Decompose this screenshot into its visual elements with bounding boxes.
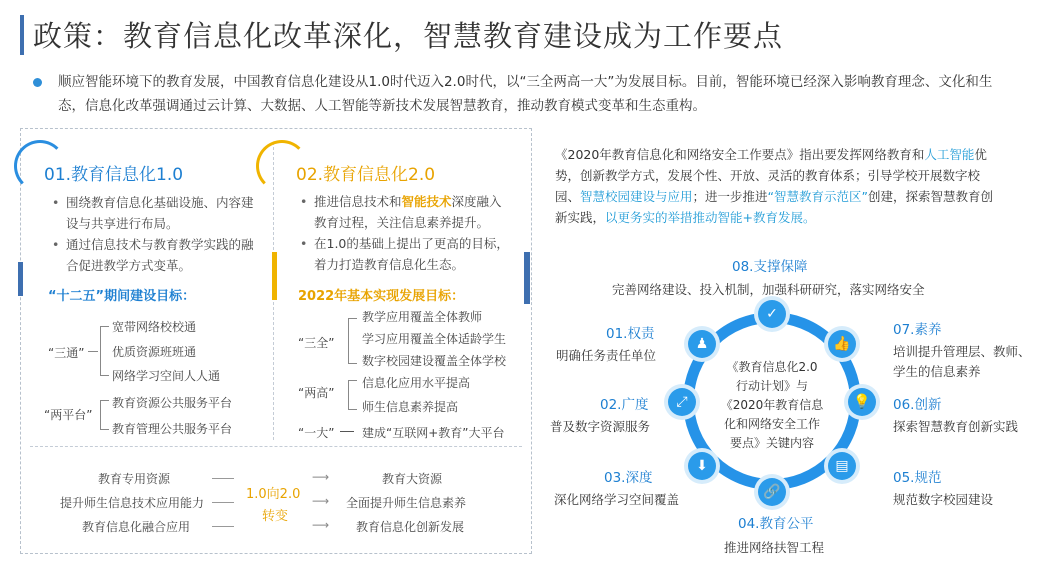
policy-hl-campus: 智慧校园建设与应用 [580, 189, 693, 204]
v2-bullet-1-highlight: 智能技术 [401, 194, 452, 209]
node-05-title: 05.规范 [893, 470, 942, 486]
node-03-title: 03.深度 [604, 470, 653, 486]
left-accent [18, 262, 23, 296]
transition-center-1: 1.0向2.0 [246, 487, 301, 502]
node-01-desc: 明确任务责任单位 [556, 348, 657, 363]
node-06-title: 06.创新 [893, 397, 942, 413]
sanquan-item-3: 数字校园建设覆盖全体学校 [362, 354, 507, 368]
thumb-up-icon: 👍 [828, 330, 856, 358]
node-07-desc: 培训提升管理层、教师、 [893, 344, 1031, 359]
title-accent-bar [20, 15, 24, 55]
santong-item-2: 优质资源班班通 [112, 345, 197, 359]
node-06-desc: 探索智慧教育创新实践 [893, 419, 1019, 434]
lianggao-label: “两高” [298, 386, 335, 400]
santong-item-1: 宽带网络校校通 [112, 320, 197, 334]
v2-heading: 02.教育信息化2.0 [296, 165, 436, 185]
v1-goal-title: “十二五”期间建设目标： [48, 289, 196, 304]
santong-label: “三通” [48, 346, 85, 360]
transition-line-l2 [212, 502, 234, 503]
policy-hl-zone: “智慧教育示范区” [767, 189, 868, 204]
node-02-desc: 普及数字资源服务 [550, 419, 651, 434]
liangpingtai-label: “两平台” [44, 408, 93, 422]
sanquan-item-1: 教学应用覆盖全体教师 [362, 310, 483, 324]
liangpingtai-item-2: 教育管理公共服务平台 [112, 422, 233, 436]
node-02-title: 02.广度 [600, 397, 649, 413]
policy-hl-action: 以更务实的举措推动智能+教育发展。 [605, 210, 816, 225]
santong-item-3: 网络学习空间人人通 [112, 369, 221, 383]
people-icon: ♟ [688, 330, 716, 358]
sanquan-item-2: 学习应用覆盖全体适龄学生 [362, 332, 507, 346]
yida-label: “一大” [298, 426, 335, 440]
transition-right-2: 全面提升师生信息素养 [346, 496, 467, 510]
v2-goal-title: 2022年基本实现发展目标： [298, 289, 465, 304]
gold-accent [272, 252, 277, 300]
check-icon: ✓ [758, 300, 786, 328]
transition-left-1: 教育专用资源 [98, 472, 171, 486]
transition-arrow-1: ⟶ [312, 470, 330, 484]
transition-arrow-2: ⟶ [312, 494, 330, 508]
v2-bullets [300, 191, 510, 275]
node-04-desc: 推进网络扶智工程 [724, 540, 825, 555]
lianggao-bracket [348, 380, 357, 410]
intro-bullet [33, 78, 42, 87]
santong-bracket [100, 326, 109, 376]
policy-text: 《2020年教育信息化和网络安全工作要点》指出要发挥网络教育和人工智能优势，创新教学方式，发展个性、开放、灵活的教育体系；引导学校开展数字校园、智慧校园建设与应用；进一步推进“智慧教育示范区”创建，探索智慧教育创新实践，以更务实的举措推动智能+教育发展。 [555, 147, 994, 225]
v1-bullets [52, 192, 262, 276]
v1-bullet-1: • 围绕教育信息化基础设施、内容建设与共享进行布局。 [52, 192, 262, 234]
santong-connector [88, 351, 98, 352]
center-text: 《教育信息化2.0 行动计划》与 《2020年教育信息 化和网络安全工作 要点》关键内容 [720, 360, 824, 450]
expand-icon: ⤢ [668, 388, 696, 416]
transition-line-l3 [212, 526, 234, 527]
node-04-title: 04.教育公平 [738, 516, 814, 532]
policy-hl-ai: 人工智能 [924, 147, 975, 162]
download-icon: ⬇ [688, 452, 716, 480]
liangpingtai-bracket [100, 400, 109, 430]
node-08-title: 08.支撑保障 [732, 259, 808, 275]
transition-divider [30, 446, 522, 447]
transition-left-2: 提升师生信息技术应用能力 [60, 496, 205, 510]
node-08-desc: 完善网络建设、投入机制，加强科研研究，落实网络安全 [612, 282, 925, 297]
intro-text: 顺应智能环境下的教育发展，中国教育信息化建设从1.0时代迈入2.0时代，以“三全两高一大”为发展目标。目前，智能环境已经深入影响教育理念、文化和生态，信息化改革强调通过云计算、大数据、人工智能等新技术发展智慧教育，推动教育模式变革和生态重构。 [58, 74, 993, 114]
node-05-desc: 规范数字校园建设 [893, 492, 994, 507]
node-07-desc-2: 学生的信息素养 [893, 364, 981, 379]
list-icon: ▤ [828, 452, 856, 480]
v1-bullet-2: • 通过信息技术与教育教学实践的融合促进教学方式变革。 [52, 234, 262, 276]
yida-text: 建成“互联网+教育”大平台 [362, 426, 505, 440]
sanquan-bracket [348, 318, 357, 364]
v2-bullet-2: • 在1.0的基础上提出了更高的目标，着力打造教育信息化生态。 [300, 233, 510, 275]
yida-dash [340, 431, 354, 432]
bulb-icon: 💡 [848, 388, 876, 416]
node-07-title: 07.素养 [893, 322, 942, 338]
liangpingtai-item-1: 教育资源公共服务平台 [112, 396, 233, 410]
transition-left-3: 教育信息化融合应用 [82, 520, 191, 534]
transition-center-2: 转变 [262, 509, 289, 524]
link-icon: 🔗 [758, 478, 786, 506]
lianggao-item-1: 信息化应用水平提高 [362, 376, 471, 390]
page-title: 政策：教育信息化改革深化，智慧教育建设成为工作要点 [33, 19, 784, 53]
v2-bullet-1: • 推进信息技术和智能技术深度融入教育过程，关注信息素养提升。 [300, 191, 510, 233]
lianggao-item-2: 师生信息素养提高 [362, 400, 459, 414]
node-03-desc: 深化网络学习空间覆盖 [554, 492, 680, 507]
transition-right-1: 教育大资源 [382, 472, 443, 486]
v1-heading: 01.教育信息化1.0 [44, 165, 184, 185]
sanquan-label: “三全” [298, 336, 335, 350]
right-accent [524, 252, 530, 304]
node-01-title: 01.权责 [606, 326, 655, 342]
transition-line-l1 [212, 478, 234, 479]
transition-arrow-3: ⟶ [312, 518, 330, 532]
transition-right-3: 教育信息化创新发展 [356, 520, 465, 534]
